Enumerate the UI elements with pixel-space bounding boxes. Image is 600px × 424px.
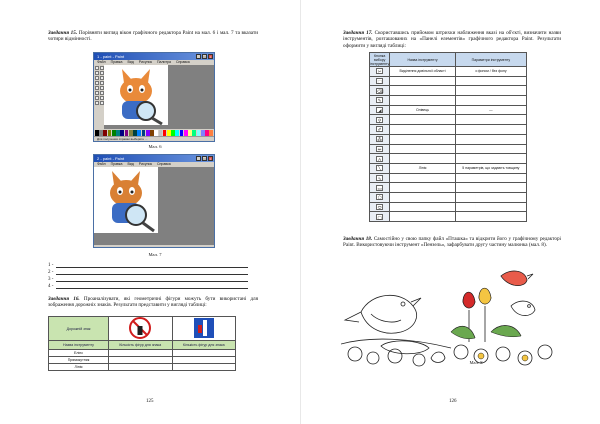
answer-line-label: 4 - (48, 284, 54, 289)
window-controls (196, 54, 213, 59)
column-count-1: Кількість фігур для знака (109, 341, 173, 350)
task-15-text: Порівняти вигляд вікон графічного редактора Paint на мал. 6 і мал. 7 та вказати чотири відмінності. (48, 30, 258, 43)
tool-button-cell (370, 144, 390, 154)
answer-underline (56, 267, 248, 268)
road-sign-header: Дорожній знак (49, 317, 109, 341)
window-body (94, 167, 214, 245)
sign-no-stopping-cell (109, 317, 173, 341)
menu-help[interactable]: Справка (156, 162, 171, 166)
page-number-right: 126 (449, 399, 457, 404)
tool-name-cell[interactable] (390, 183, 455, 193)
status-bar: Для получения справки выберите ... (94, 136, 214, 141)
tool-params-cell[interactable] (455, 144, 526, 154)
table-row (370, 115, 527, 125)
answer-line-3[interactable] (48, 276, 248, 283)
paint-tool-icon: ✎ (377, 98, 382, 104)
no-stopping-sign-icon (129, 317, 151, 339)
tool-name-cell[interactable] (390, 96, 455, 106)
table-row (370, 134, 527, 144)
answer-underline (56, 288, 248, 289)
tool-button-cell (370, 96, 390, 106)
paint-tool-icon: ∿ (377, 175, 382, 181)
paint-tool-icon: ◢ (377, 108, 382, 114)
right-page (300, 0, 600, 424)
paint-window-fig7 (93, 154, 215, 248)
paint-tools-table (369, 52, 527, 222)
paint-tool-icon: ✐ (377, 127, 382, 133)
paint-tool-icon: ⬚ (377, 79, 382, 85)
tool-button[interactable] (95, 81, 99, 85)
close-icon[interactable]: × (209, 157, 212, 161)
page-number-left: 125 (146, 399, 154, 404)
task-15-title: Завдання 15. (48, 30, 78, 36)
road-signs-table (48, 316, 236, 371)
minimize-icon[interactable]: _ (197, 55, 200, 59)
table-row (370, 212, 527, 222)
tool-params-cell[interactable] (455, 115, 526, 125)
window-title-bar (94, 53, 214, 60)
table-cell[interactable] (172, 357, 236, 364)
paint-window-fig6 (93, 52, 215, 142)
tool-params-cell[interactable]: — (455, 105, 526, 115)
table-row (370, 154, 527, 164)
table-row (370, 183, 527, 193)
paint-tool-icon: ▢ (377, 214, 382, 220)
answer-line-label: 2 - (48, 270, 54, 275)
tool-name-cell[interactable] (390, 86, 455, 96)
task-16 (48, 296, 258, 309)
tool-name-cell[interactable] (390, 76, 455, 86)
paint-tool-icon: ⁂ (377, 137, 382, 143)
tool-button-cell (370, 192, 390, 202)
cat-with-magnifier-image (94, 167, 158, 233)
paint-tool-icon: ✏ (377, 146, 382, 152)
tool-button[interactable] (95, 91, 99, 95)
table-row (370, 105, 527, 115)
task-17 (343, 30, 561, 49)
table-row (370, 67, 527, 77)
row-label: Лінія (49, 364, 109, 371)
column-count-2: Кількість фігур для знака (172, 341, 236, 350)
tool-name-cell[interactable] (390, 192, 455, 202)
tool-button-cell (370, 212, 390, 222)
cat-with-magnifier-image (104, 65, 168, 125)
answer-line-label: 3 - (48, 277, 54, 282)
drawing-canvas[interactable] (104, 65, 214, 129)
figure-7-caption: Мал. 7 (148, 252, 162, 257)
table-row (370, 163, 527, 173)
window-title: 1 - paint - Paint (97, 54, 125, 59)
figure-6-caption: Мал. 6 (148, 144, 162, 149)
menu-view[interactable]: Вид (127, 162, 134, 166)
column-tool-name: Назва інструменту (49, 341, 109, 350)
window-body (94, 65, 214, 129)
tool-name-cell[interactable] (390, 173, 455, 183)
table-cell[interactable] (109, 350, 173, 357)
answer-line-1[interactable] (48, 262, 248, 269)
tool-params-cell[interactable] (455, 192, 526, 202)
table-row (370, 144, 527, 154)
window-title: 2 - paint - Paint (97, 156, 125, 161)
column-tool-button: Кнопка вибору інструменту (370, 53, 390, 66)
table-row (370, 173, 527, 183)
tool-name-cell[interactable] (390, 134, 455, 144)
tool-button-cell (370, 183, 390, 193)
table-row (370, 86, 527, 96)
tool-name-cell[interactable]: Виділення довільної області (390, 67, 455, 77)
paint-tool-icon: ▭ (377, 185, 382, 191)
column-tool-name: Назва інструменту (390, 53, 455, 67)
tool-name-cell[interactable] (390, 144, 455, 154)
window-controls (196, 156, 213, 161)
paint-tool-icon: ⬭ (377, 204, 382, 210)
row-label: Еліпс (49, 350, 109, 357)
maximize-icon[interactable]: □ (203, 55, 206, 59)
paint-tool-icon: ⬠ (377, 195, 382, 201)
tool-params-cell[interactable]: з фоном / без фону (455, 67, 526, 77)
tool-params-cell[interactable]: 5 параметрів, що задають товщину (455, 163, 526, 173)
menu-file[interactable]: Файл (97, 162, 106, 166)
toolbox-panel (94, 65, 104, 129)
close-icon[interactable]: × (209, 55, 212, 59)
table-row (49, 350, 236, 357)
paint-tool-icon: ⌫ (377, 88, 384, 94)
maximize-icon[interactable]: □ (203, 157, 206, 161)
tool-button[interactable] (95, 101, 99, 105)
tool-name-cell[interactable]: Лінія (390, 163, 455, 173)
task-18 (343, 236, 561, 249)
tool-name-cell[interactable] (390, 115, 455, 125)
tool-button-cell (370, 76, 390, 86)
tool-name-cell[interactable] (390, 212, 455, 222)
row-label: Прямокутник (49, 357, 109, 364)
tool-params-cell[interactable] (455, 154, 526, 164)
tool-button[interactable] (95, 66, 99, 70)
tool-params-cell[interactable] (455, 125, 526, 135)
window-title-bar (94, 155, 214, 162)
drawing-canvas[interactable] (94, 167, 214, 245)
tool-name-cell[interactable]: Олівець (390, 105, 455, 115)
task-18-text: Самостійно у свою папку файл «Пташка» та відкрити його у графічному редакторі Paint. Використовуючи інструмент «Пензель», зафарбувати другу частину малюнка (мал. 8). (343, 236, 561, 249)
table-cell[interactable] (109, 357, 173, 364)
tool-button-cell (370, 67, 390, 77)
table-row (370, 192, 527, 202)
lane-direction-sign-icon (193, 317, 215, 339)
menu-image[interactable]: Рисунок (138, 162, 152, 166)
tool-button-cell (370, 163, 390, 173)
tool-button-cell (370, 105, 390, 115)
table-cell[interactable] (172, 364, 236, 371)
tool-name-cell[interactable] (390, 125, 455, 135)
tool-name-cell[interactable] (390, 154, 455, 164)
answer-underline (56, 281, 248, 282)
tool-button-cell (370, 202, 390, 212)
task-17-title: Завдання 17. (343, 30, 373, 36)
menu-image[interactable]: Рисунок (138, 60, 152, 64)
tool-params-cell[interactable] (455, 86, 526, 96)
tool-button[interactable] (95, 71, 99, 75)
tool-button[interactable] (95, 96, 99, 100)
task-18-title: Завдання 18. (343, 236, 373, 242)
paint-tool-icon: ╲ (376, 165, 383, 171)
task-16-text: Проаналізувати, які геометричні фігури можуть бути використані для зображення дорожніх знаків. Результати представити у вигляді таблиці: (48, 296, 259, 309)
tool-button-cell (370, 86, 390, 96)
tool-button-cell (370, 154, 390, 164)
column-tool-params: Параметри інструменту (455, 53, 526, 67)
tool-button[interactable] (95, 86, 99, 90)
answer-line-label: 1 - (48, 263, 54, 268)
task-17-text: Скориставшись прийомом штрихки наближення вказі на об'єкті, визначити назви інструментів, розташованих на «Панелі елементів» графічного редактора Paint. Результати оформити у вигляді таблиці: (343, 30, 561, 49)
paint-tool-icon: ⚲ (378, 117, 382, 123)
answer-line-4[interactable] (48, 283, 248, 290)
table-row (370, 96, 527, 106)
table-cell[interactable] (109, 364, 173, 371)
table-row (370, 125, 527, 135)
menu-edit[interactable]: Правка (110, 162, 123, 166)
answer-line-2[interactable] (48, 269, 248, 276)
tool-button-cell (370, 125, 390, 135)
menu-view[interactable]: Вид (127, 60, 134, 64)
table-cell[interactable] (172, 350, 236, 357)
table-row (49, 364, 236, 371)
menu-edit[interactable]: Правка (110, 60, 123, 64)
tool-button-cell (370, 173, 390, 183)
tool-params-cell[interactable] (455, 202, 526, 212)
answer-underline (56, 274, 248, 275)
tool-button[interactable] (95, 76, 99, 80)
tool-button-cell (370, 134, 390, 144)
menu-palette[interactable]: Палитра (156, 60, 171, 64)
task-16-title: Завдання 16. (48, 296, 80, 302)
paint-tool-icon: ✂ (377, 69, 382, 75)
table-row (49, 357, 236, 364)
tool-params-cell[interactable] (455, 134, 526, 144)
tool-button-cell (370, 115, 390, 125)
tool-params-cell[interactable] (455, 76, 526, 86)
tool-params-cell[interactable] (455, 183, 526, 193)
table-row (370, 76, 527, 86)
minimize-icon[interactable]: _ (197, 157, 200, 161)
paint-tool-icon: A (378, 156, 382, 162)
task-15 (48, 30, 258, 43)
bird-coloring-illustration (341, 262, 556, 367)
tool-params-cell[interactable] (455, 212, 526, 222)
sign-parking-cell (172, 317, 236, 341)
table-row (370, 202, 527, 212)
figure-8-caption: Мал. 8 (469, 360, 483, 365)
tool-params-cell[interactable] (455, 96, 526, 106)
menu-help[interactable]: Справка (175, 60, 190, 64)
menu-file[interactable]: Файл (97, 60, 106, 64)
tool-name-cell[interactable] (390, 202, 455, 212)
tool-params-cell[interactable] (455, 173, 526, 183)
